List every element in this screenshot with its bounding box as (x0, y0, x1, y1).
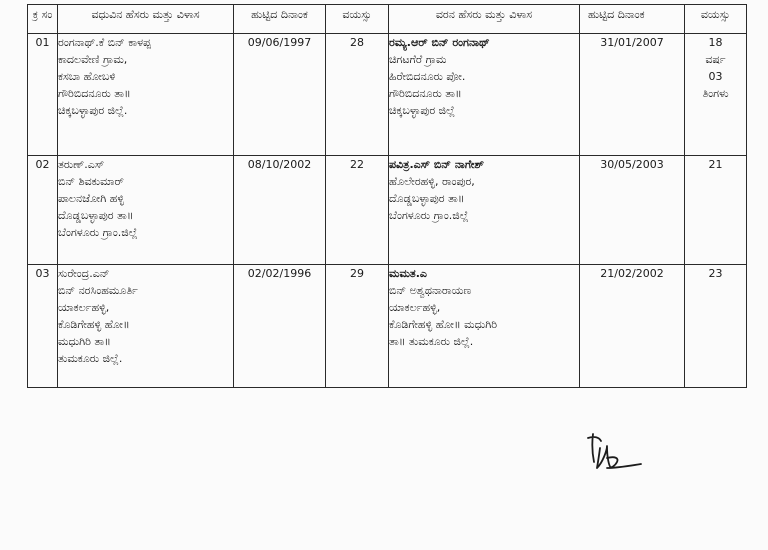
bride-address-cell (389, 265, 580, 388)
bride-address-line: ಹಿರೇಬಿದನೂರು ಪೋ. (389, 70, 466, 84)
groom-address-line: ಪಾಲನಜೋಗಿ ಹಳ್ಳಿ (58, 192, 125, 206)
header-row (28, 5, 747, 34)
bride-address-line: ರಮ್ಯ.ಆರ್ ಬಿನ್ ರಂಗನಾಥ್ (389, 36, 490, 49)
marriage-register-table (27, 4, 747, 388)
groom-address-line: ಬಿನ್ ನರಸಿಂಹಮೂರ್ತಿ (58, 284, 138, 298)
groom-address-cell (58, 34, 234, 156)
header-bride-name-address: ವರನ ಹೆಸರು ಮತ್ತು ವಿಳಾಸ (389, 5, 580, 34)
bride-address-cell (389, 34, 580, 156)
bride-address-line: ತಾ॥ ತುಮಕೂರು ಜಿಲ್ಲೆ. (389, 335, 474, 349)
bride-age-line: 23 (708, 267, 723, 280)
groom-age-cell: 22 (326, 156, 389, 265)
groom-dob-cell: 09/06/1997 (234, 34, 326, 156)
bride-address-line: ಮಮತ.ಎ (389, 267, 427, 280)
groom-dob-cell: 08/10/2002 (234, 156, 326, 265)
bride-age-cell (685, 156, 747, 265)
bride-address-cell (389, 156, 580, 265)
groom-age-cell: 29 (326, 265, 389, 388)
bride-address-line: ದೊಡ್ಡಬಳ್ಳಾಪುರ ತಾ॥ (389, 192, 465, 206)
header-groom-name-address: ವಧುವಿನ ಹೆಸರು ಮತ್ತು ವಿಳಾಸ (58, 5, 234, 34)
groom-address-line: ಬೆಂಗಳೂರು ಗ್ರಾಂ.ಜಿಲ್ಲೆ (58, 226, 138, 240)
groom-address-line: ತುಮಕೂರು ಜಿಲ್ಲೆ. (58, 352, 123, 366)
bride-dob-cell: 31/01/2007 (580, 34, 685, 156)
groom-address-line: ದೊಡ್ಡಬಳ್ಳಾಪುರ ತಾ॥ (58, 209, 134, 223)
groom-address-line: ಕಸಬಾ ಹೋಬಳಿ (58, 70, 116, 84)
groom-address-line: ಕೊಡಿಗೇಹಳ್ಳಿ ಹೋ॥ (58, 318, 130, 332)
groom-address-line: ತರುಣ್.ಎಸ್ (58, 158, 105, 171)
groom-address-line: ಗೌರಿಬಿದನೂರು ತಾ॥ (58, 87, 131, 101)
header-age: ವಯಸ್ಸು (326, 5, 389, 34)
table-row (28, 265, 747, 388)
header-dob-2: ಹುಟ್ಟಿದ ದಿನಾಂಕ (580, 5, 685, 34)
header-age-2: ವಯಸ್ಸು (685, 5, 747, 34)
bride-dob-cell: 21/02/2002 (580, 265, 685, 388)
bride-address-line: ಯಾಕರ್ಲಹಳ್ಳಿ, (389, 301, 441, 315)
bride-address-line: ಕೊಡಿಗೇಹಳ್ಳಿ ಹೋ॥ ಮಧುಗಿರಿ (389, 318, 498, 332)
bride-age-line: 21 (708, 158, 723, 171)
bride-age-cell (685, 265, 747, 388)
bride-age-cell (685, 34, 747, 156)
signature-image (585, 428, 647, 474)
bride-address-line: ಚಿಕ್ಕಬಳ್ಳಾಪುರ ಜಿಲ್ಲೆ (389, 104, 455, 118)
bride-address-line: ಬಿನ್ ಅಶ್ವಥನಾರಾಯಣ (389, 284, 472, 298)
bride-address-line: ಬೆಂಗಳೂರು ಗ್ರಾಂ.ಜಿಲ್ಲೆ (389, 209, 469, 223)
bride-dob-cell: 30/05/2003 (580, 156, 685, 265)
bride-address-line: ಹೊಲೇರಹಳ್ಳಿ, ರಾಂಪುರ, (389, 175, 475, 189)
groom-age-cell: 28 (326, 34, 389, 156)
groom-address-line: ಸುರೇಂದ್ರ.ಎನ್ (58, 267, 110, 280)
groom-address-cell (58, 156, 234, 265)
header-serial: ಕ್ರ ಸಂ (28, 5, 58, 34)
bride-age-line: 03 (708, 70, 723, 84)
serial-cell: 01 (28, 34, 58, 156)
groom-address-line: ಚಿಕ್ಕಬಳ್ಳಾಪುರ ಜಿಲ್ಲೆ. (58, 104, 128, 118)
groom-address-line: ರಂಗನಾಥ್.ಕೆ ಬಿನ್ ಕಾಳಪ್ಪ (58, 36, 151, 49)
header-dob: ಹುಟ್ಟಿದ ದಿನಾಂಕ (234, 5, 326, 34)
bride-age-line: 18 (708, 36, 723, 49)
table-row (28, 156, 747, 265)
table-row (28, 34, 747, 156)
bride-address-line: ಚಿಗಟಗೆರೆ ಗ್ರಾಮ (389, 53, 447, 67)
bride-age-line: ವರ್ಷ (705, 53, 726, 67)
groom-address-line: ಮಧುಗಿರಿ ತಾ॥ (58, 335, 111, 349)
groom-address-cell (58, 265, 234, 388)
bride-address-line: ಪವಿತ್ರ.ಎಸ್ ಬಿನ್ ನಾಗೇಶ್ (389, 158, 484, 171)
bride-address-line: ಗೌರಿಬಿದನೂರು ತಾ॥ (389, 87, 462, 101)
serial-cell: 02 (28, 156, 58, 265)
groom-dob-cell: 02/02/1996 (234, 265, 326, 388)
groom-address-line: ಕಾದಲವೇಣಿ ಗ್ರಾಮ, (58, 53, 128, 67)
groom-address-line: ಬಿನ್ ಶಿವಕುಮಾರ್ (58, 175, 124, 189)
groom-address-line: ಯಾಕರ್ಲಹಳ್ಳಿ, (58, 301, 110, 315)
serial-cell: 03 (28, 265, 58, 388)
bride-age-line: ತಿಂಗಳು (702, 87, 729, 101)
